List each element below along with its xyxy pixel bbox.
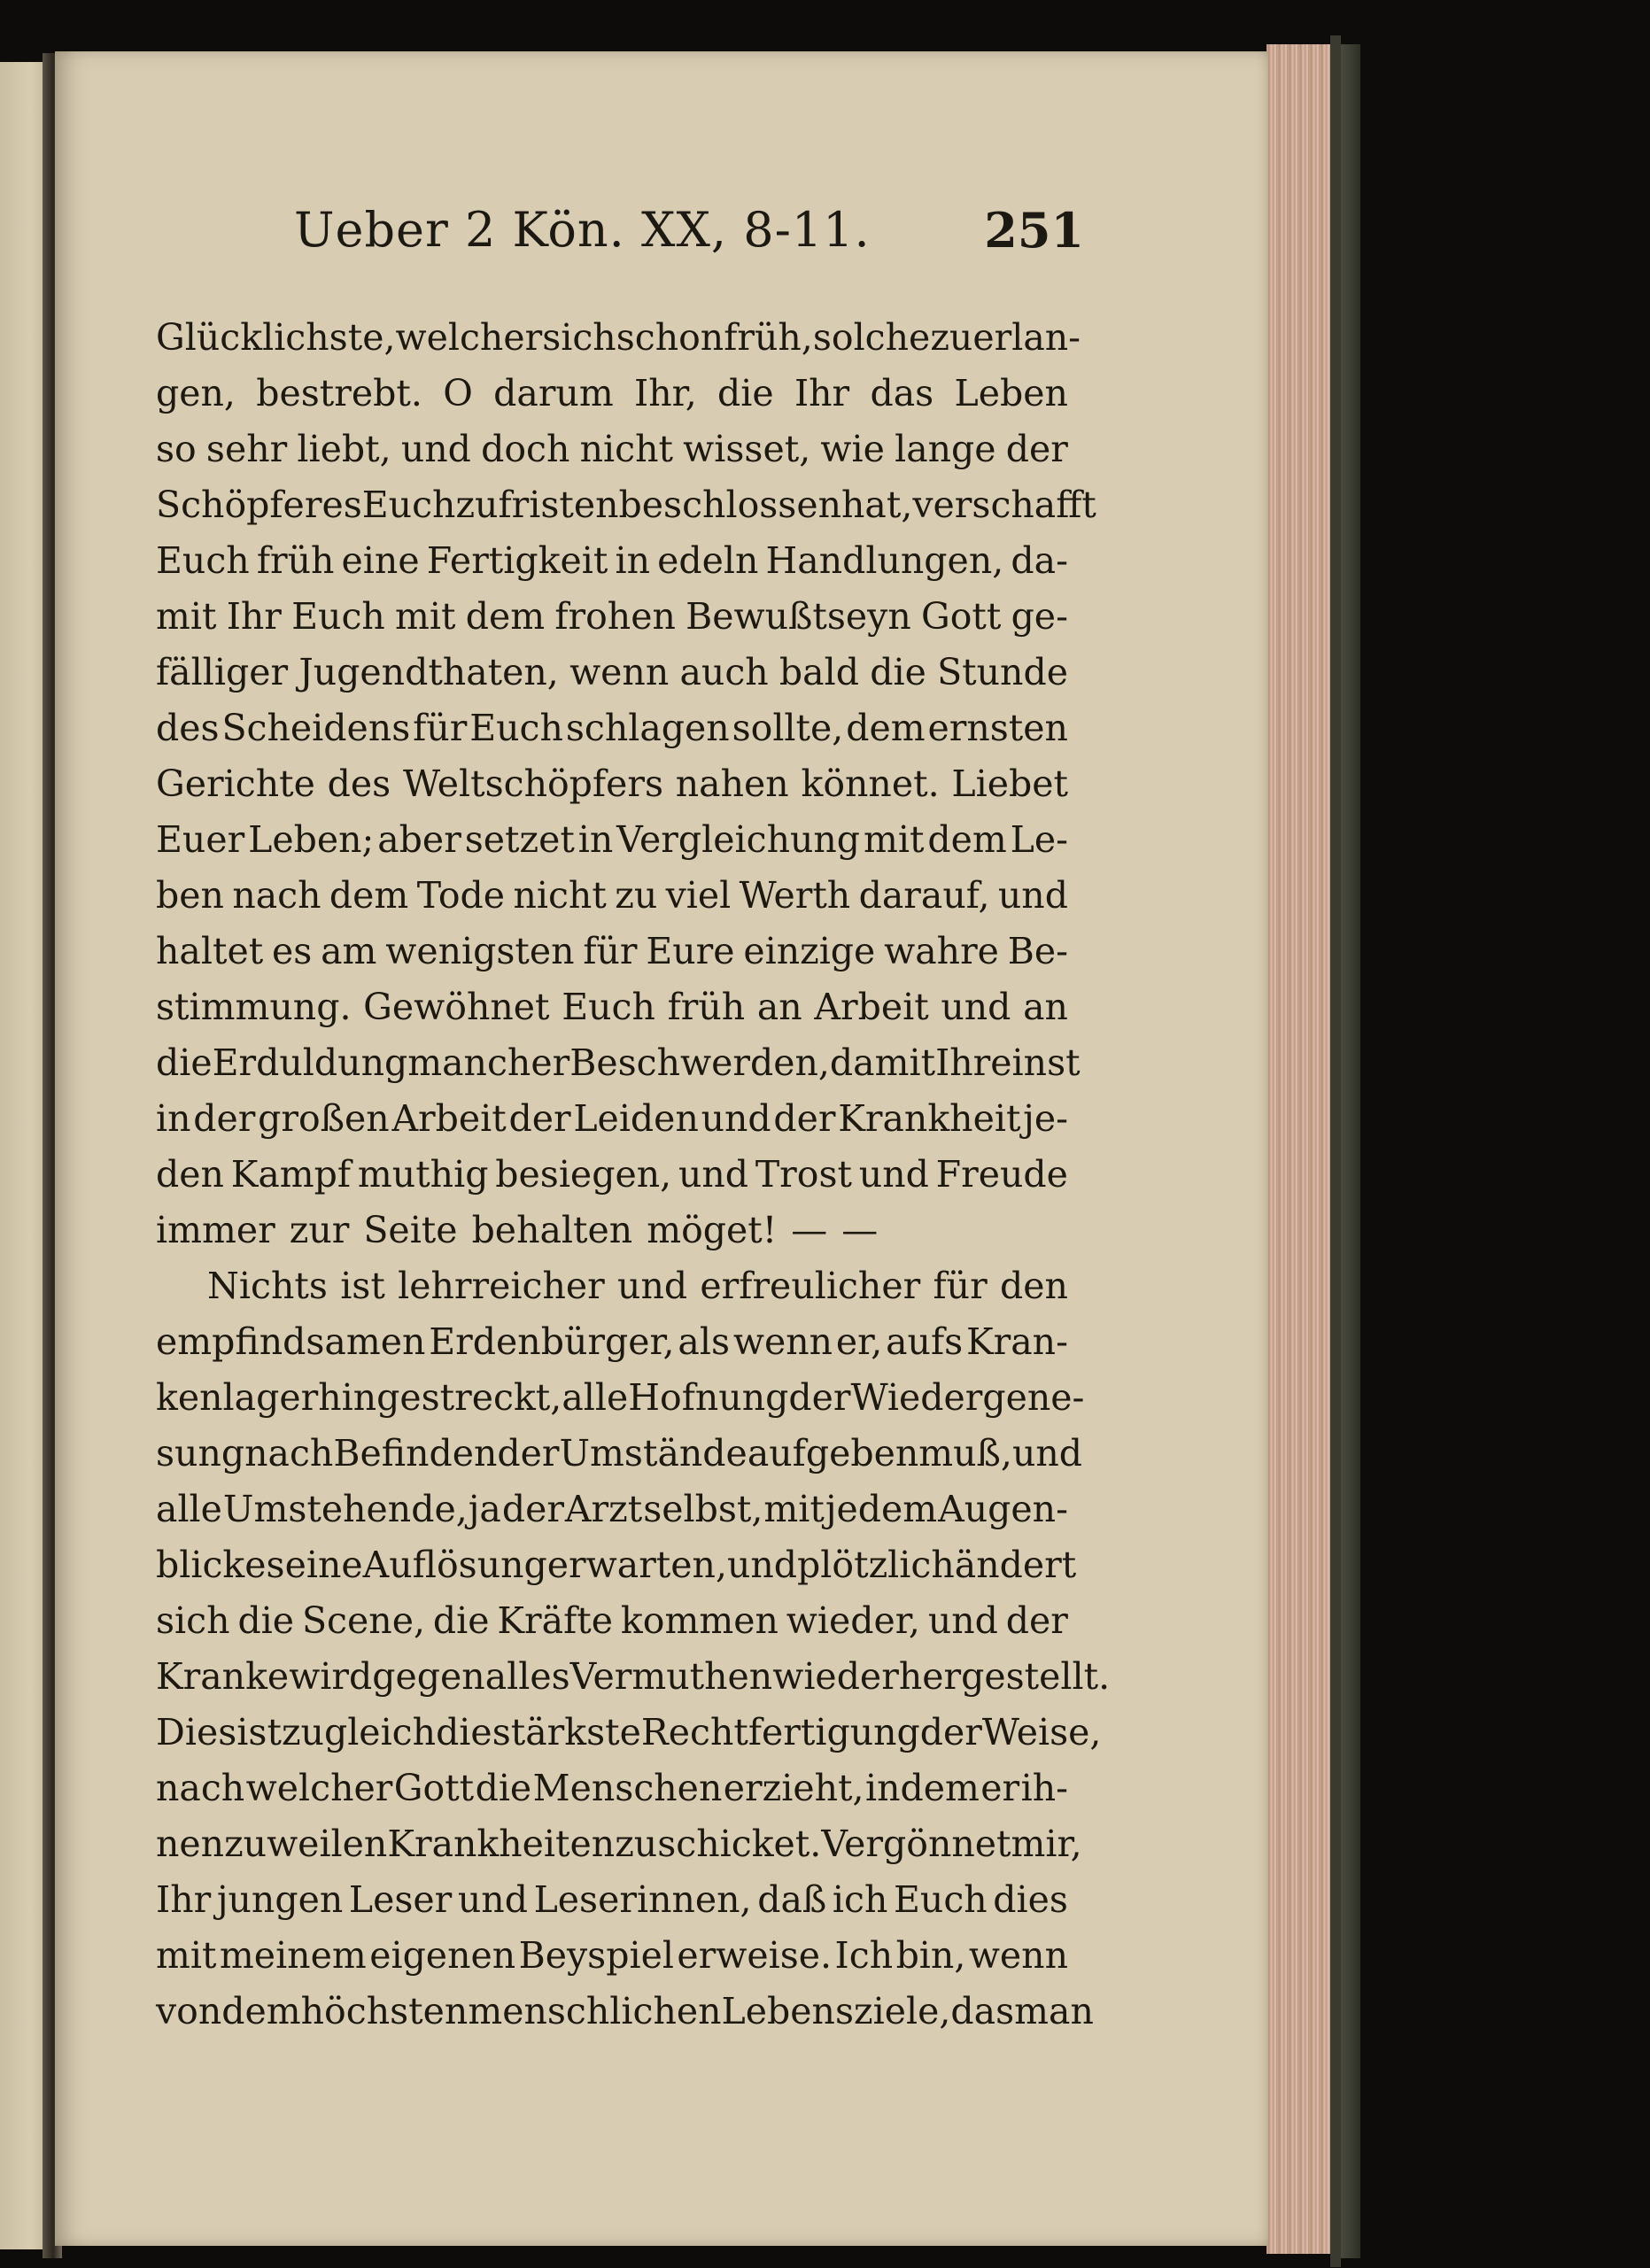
running-head-title: Ueber 2 Kön. XX, 8-11. — [294, 202, 871, 258]
text-line: in der großen Arbeit der Leiden und der Krankheit je- — [156, 1097, 1068, 1140]
text-line: mit meinem eigenen Beyspiel erweise. Ich bin, wenn — [156, 1934, 1068, 1977]
text-line: mit Ihr Euch mit dem frohen Bewußtseyn Gott ge- — [156, 595, 1068, 638]
text-line: empfindsamen Erdenbürger, als wenn er, aufs Kran- — [156, 1320, 1068, 1363]
text-line: sich die Scene, die Kräfte kommen wieder, und der — [156, 1599, 1068, 1642]
running-head — [294, 202, 1084, 273]
book-cover-edge — [1341, 44, 1360, 2258]
text-line: des Scheidens für Euch schlagen sollte, dem ernsten — [156, 707, 1068, 749]
text-line: so sehr liebt, und doch nicht wisset, wie lange der — [156, 428, 1068, 470]
text-line: den Kampf muthig besiegen, und Trost und Freude — [156, 1153, 1068, 1196]
text-line: Glücklichste, welcher sich schon früh, solche zu erlan- — [156, 316, 1081, 359]
page-fore-edge — [1267, 44, 1330, 2254]
text-line: Dies ist zugleich die stärkste Rechtfertigung der Weise, — [156, 1711, 1102, 1753]
body-text — [156, 310, 1111, 2040]
text-line: ben nach dem Tode nicht zu viel Werth darauf, und — [156, 874, 1068, 917]
edge-shadow — [1330, 35, 1341, 2267]
page-text-block — [55, 51, 1268, 2246]
text-line: fälliger Jugendthaten, wenn auch bald die Stunde — [156, 651, 1068, 693]
text-line: haltet es am wenigsten für Eure einzige wahre Be- — [156, 930, 1068, 972]
text-line: Ihr jungen Leser und Leserinnen, daß ich Euch dies — [156, 1878, 1068, 1921]
text-line: kenlager hingestreckt, alle Hofnung der Wiedergene- — [156, 1376, 1085, 1419]
text-line: Nichts ist lehrreicher und erfreulicher für den — [207, 1265, 1068, 1307]
text-line: von dem höchsten menschlichen Lebensziele, das man — [156, 1990, 1094, 2032]
text-line: sung nach Befinden der Umstände aufgeben muß, und — [156, 1432, 1083, 1475]
text-line: Euch früh eine Fertigkeit in edeln Handlungen, da- — [156, 539, 1068, 582]
page-number: 251 — [984, 202, 1084, 259]
text-line: Gerichte des Weltschöpfers nahen könnet. Liebet — [156, 762, 1068, 805]
text-line: Schöpfer es Euch zu fristen beschlossen hat, verschafft — [156, 484, 1096, 526]
text-line: stimmung. Gewöhnet Euch früh an Arbeit und an — [156, 986, 1068, 1028]
book-page — [55, 51, 1268, 2246]
text-line: Euer Leben; aber setzet in Vergleichung mit dem Le- — [156, 818, 1068, 861]
text-line: Kranke wird gegen alles Vermuthen wieder hergestellt. — [156, 1655, 1111, 1698]
text-line: nen zuweilen Krankheiten zuschicket. Vergönnet mir, — [156, 1823, 1082, 1865]
text-line: alle Umstehende, ja der Arzt selbst, mit jedem Augen- — [156, 1488, 1068, 1530]
text-line: blicke seine Auflösung erwarten, und plötzlich ändert — [156, 1544, 1077, 1586]
text-line: immer zur Seite behalten möget! — — — [156, 1209, 879, 1251]
text-line: gen, bestrebt. O darum Ihr, die Ihr das Leben — [156, 372, 1068, 414]
text-line: nach welcher Gott die Menschen erzieht, indem er ih- — [156, 1767, 1068, 1809]
text-line: die Erduldung mancher Beschwerden, damit Ihr einst — [156, 1041, 1081, 1084]
